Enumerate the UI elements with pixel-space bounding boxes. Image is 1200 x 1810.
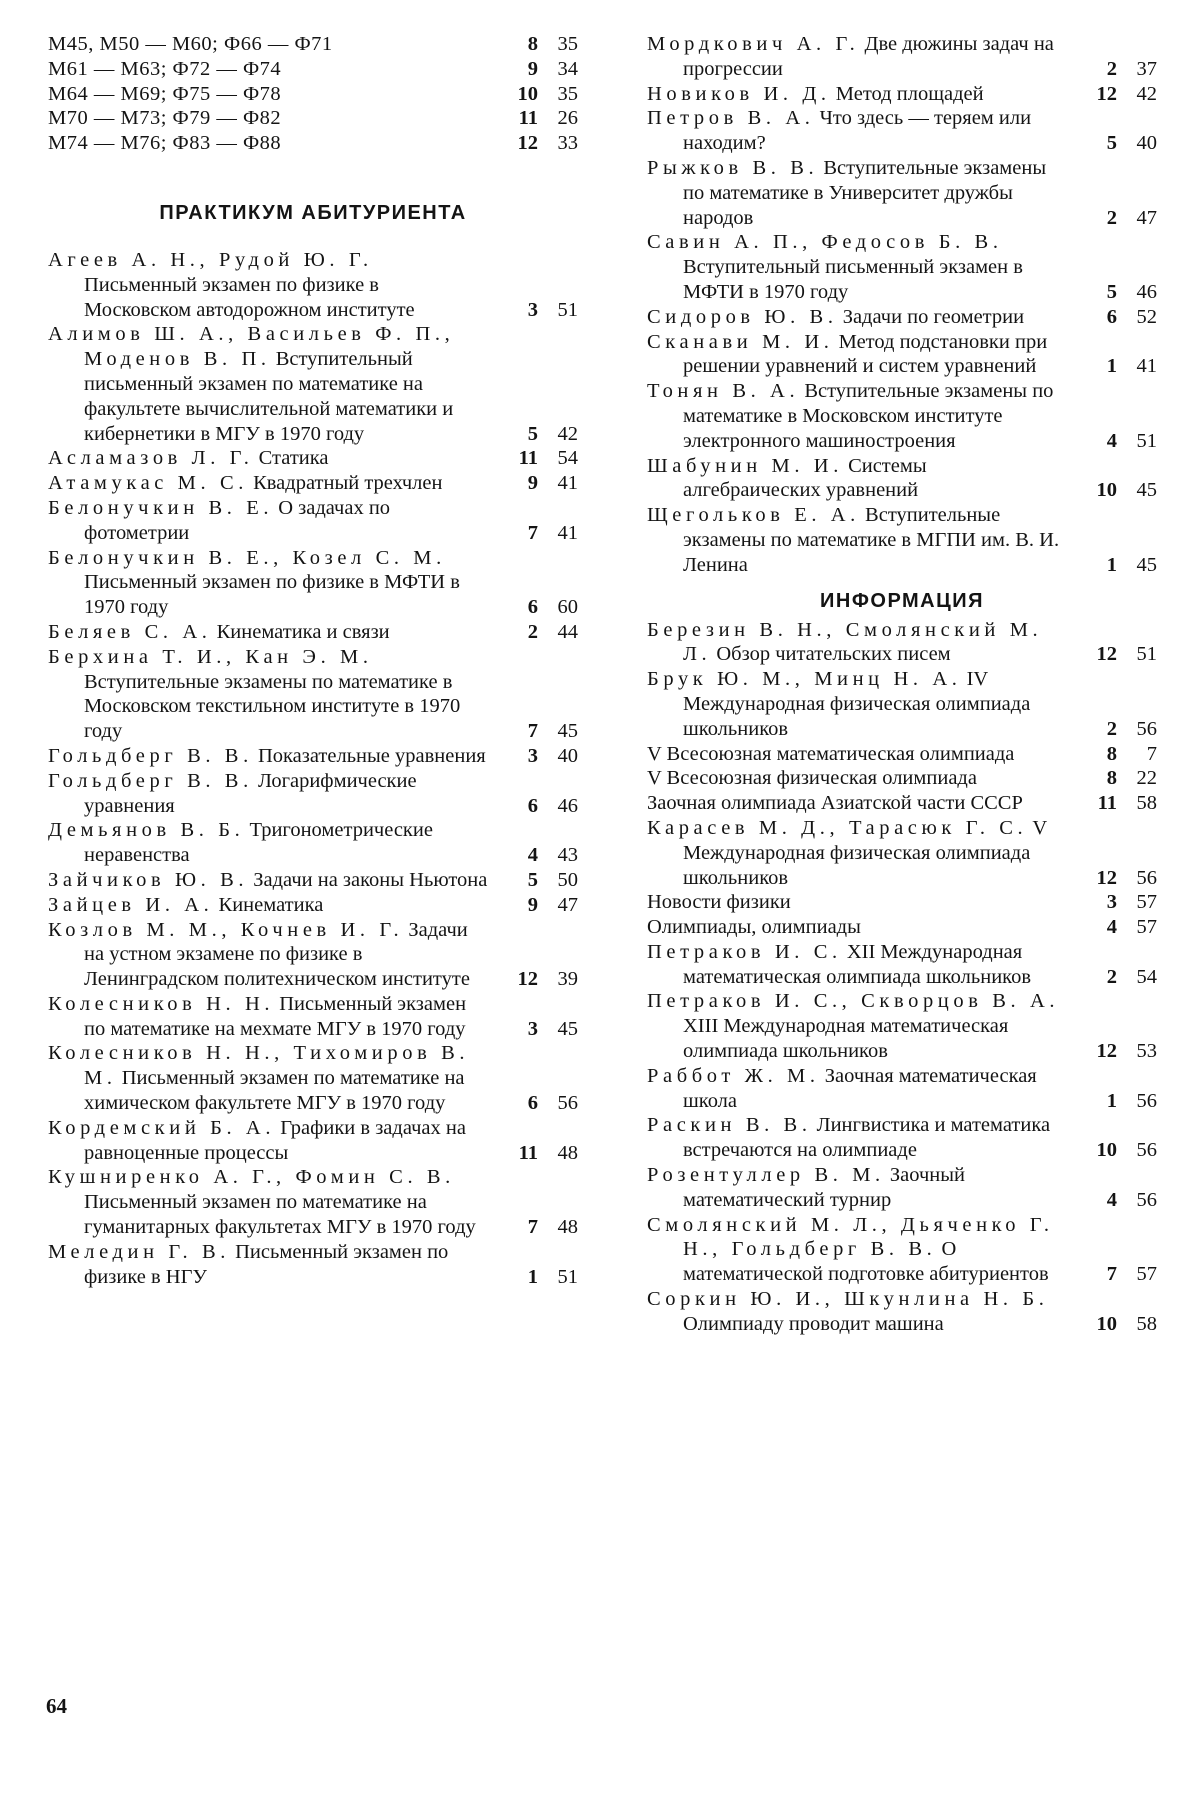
page-ref: 53 — [1136, 1040, 1157, 1063]
index-entry — [48, 446, 578, 471]
page-ref: 40 — [1136, 132, 1157, 155]
entry-author: Сидоров Ю. В. — [647, 305, 838, 328]
entry-author: Гольдберг В. В. — [48, 744, 253, 767]
entry-title: Письменный экзамен по математике на мехмате МГУ в 1970 году — [84, 992, 467, 1040]
page-ref: 45 — [557, 1017, 578, 1040]
entry-author: Березин В. Н., Смолянский М. Л. — [647, 618, 1043, 666]
issue-number: 7 — [527, 1216, 538, 1239]
entry-text — [48, 1116, 500, 1166]
page-ref: 58 — [1136, 792, 1157, 815]
index-entry — [647, 742, 1157, 767]
entry-title: Логарифмические уравнения — [84, 769, 417, 817]
issue-codes: М61 — М63; Ф72 — Ф74 — [48, 57, 282, 80]
issue-codes: М64 — М69; Ф75 — Ф78 — [48, 82, 282, 105]
entry-text — [48, 546, 500, 620]
index-entry — [647, 454, 1157, 504]
entry-author: Петров В. А. — [647, 107, 815, 130]
page-ref: 56 — [1136, 1188, 1157, 1211]
entry-title: Метод подстановки при решении уравнений и систем уравнений — [683, 330, 1048, 378]
entry-title: Что здесь — теряем или находим? — [683, 107, 1032, 155]
entry-title: Письменный экзамен по физике в НГУ — [84, 1240, 449, 1288]
entry-author: Петраков И. С., Скворцов В. А. — [647, 990, 1060, 1013]
issue-number: 12 — [1096, 643, 1117, 666]
issue-number: 6 — [527, 1092, 538, 1115]
index-entry — [48, 471, 578, 496]
entry-title: Вступительные экзамены по математике в Университет дружбы народов — [683, 156, 1047, 229]
page-ref: 56 — [1136, 1089, 1157, 1112]
entry-text — [48, 868, 500, 893]
issue-row — [48, 57, 578, 82]
issue-number: 11 — [1097, 792, 1117, 815]
entry-text — [48, 620, 500, 645]
entry-title: Олимпиады, олимпиады — [647, 916, 861, 939]
issue-number: 1 — [1106, 355, 1117, 378]
entry-author: Брук Ю. М., Минц Н. А. — [647, 668, 962, 691]
entry-text — [647, 32, 1079, 82]
page-ref: 57 — [1136, 891, 1157, 914]
issue-number: 10 — [517, 82, 538, 105]
index-entry — [48, 992, 578, 1042]
entry-author: Белонучкин В. Е. — [48, 496, 274, 519]
page-ref: 46 — [557, 794, 578, 817]
entry-text — [647, 305, 1079, 330]
page-ref: 56 — [1136, 717, 1157, 740]
issue-list — [48, 32, 578, 156]
index-entry — [647, 82, 1157, 107]
entry-author: Атамукас М. С. — [48, 472, 248, 495]
issue-number: 1 — [1106, 1089, 1117, 1112]
entry-text — [647, 379, 1079, 453]
entry-author: Берхина Т. И., Кан Э. М. — [48, 645, 373, 668]
page-ref: 48 — [557, 1216, 578, 1239]
index-entry — [48, 496, 578, 546]
entry-title: Новости физики — [647, 891, 791, 914]
index-entry — [647, 1213, 1157, 1287]
index-entry — [48, 1165, 578, 1239]
entry-title: Квадратный трехчлен — [253, 472, 443, 495]
index-entry — [647, 890, 1157, 915]
right-column — [647, 32, 1157, 1337]
entry-title: V Всесоюзная физическая олимпиада — [647, 767, 977, 790]
issue-number: 12 — [1096, 866, 1117, 889]
page-ref: 60 — [557, 596, 578, 619]
issue-number: 4 — [527, 844, 538, 867]
index-entry — [48, 893, 578, 918]
page-ref: 45 — [557, 720, 578, 743]
page-ref: 34 — [557, 57, 578, 80]
issue-number: 3 — [1106, 891, 1117, 914]
index-entry — [647, 791, 1157, 816]
index-entry — [647, 330, 1157, 380]
section-title-practicum: ПРАКТИКУМ АБИТУРИЕНТА — [159, 201, 467, 224]
entry-text — [48, 918, 500, 992]
entry-author: Соркин Ю. И., Шкунлина Н. Б. — [647, 1288, 1049, 1311]
left-column — [48, 32, 578, 1289]
issue-number: 2 — [527, 620, 538, 643]
entry-title: Метод площадей — [835, 82, 984, 105]
entry-text — [48, 1165, 500, 1239]
issue-number: 9 — [527, 57, 538, 80]
page-ref: 48 — [557, 1141, 578, 1164]
page-ref: 33 — [557, 132, 578, 155]
issue-number: 3 — [527, 298, 538, 321]
index-entry — [48, 546, 578, 620]
entry-author: Савин А. П., Федосов Б. В. — [647, 231, 1003, 254]
entry-title: Письменный экзамен по математике на химическом факультете МГУ в 1970 году — [84, 1067, 465, 1115]
issue-codes: М70 — М73; Ф79 — Ф82 — [48, 107, 282, 130]
entry-text — [48, 744, 500, 769]
entry-title: Показательные уравнения — [257, 744, 486, 767]
issue-number: 8 — [1106, 767, 1117, 790]
entry-text — [647, 1113, 1079, 1163]
entry-text — [647, 106, 1079, 156]
issue-number: 8 — [527, 33, 538, 55]
page-ref: 58 — [1136, 1312, 1157, 1335]
index-entry — [48, 248, 578, 322]
page-ref: 45 — [1136, 479, 1157, 502]
entry-title: Статика — [258, 447, 329, 470]
entry-text — [48, 769, 500, 819]
entry-text — [48, 1240, 500, 1290]
page-ref: 40 — [557, 744, 578, 767]
entry-title: V Международная физическая олимпиада школьников — [683, 816, 1047, 889]
index-entry — [647, 1064, 1157, 1114]
page-ref: 35 — [557, 33, 578, 55]
entry-author: Зайцев И. А. — [48, 893, 214, 916]
entry-text — [647, 330, 1079, 380]
entry-author: Шабунин М. И. — [647, 454, 843, 477]
entry-author: Кордемский Б. А. — [48, 1116, 276, 1139]
page-ref: 57 — [1136, 916, 1157, 939]
entry-text — [48, 818, 500, 868]
issue-number: 1 — [1106, 553, 1117, 576]
issue-number: 2 — [1106, 965, 1117, 988]
page-ref: 37 — [1136, 57, 1157, 80]
index-entry — [647, 156, 1157, 230]
entry-author: Смолянский М. Л., Дьяченко Г. Н., Гольдберг В. В. — [647, 1213, 1054, 1261]
entry-title: XII Международная математическая олимпиада школьников — [683, 940, 1032, 988]
issue-number: 4 — [1106, 429, 1117, 452]
entry-text — [48, 496, 500, 546]
index-entry — [48, 744, 578, 769]
entry-author: Рыжков В. В. — [647, 156, 819, 179]
issue-number: 11 — [518, 447, 538, 470]
index-entry — [48, 1041, 578, 1115]
entry-title: Системы алгебраических уравнений — [683, 454, 927, 502]
issue-number: 2 — [1106, 717, 1117, 740]
entry-author: Агеев А. Н., Рудой Ю. Г. — [48, 248, 373, 271]
entry-title: IV Международная физическая олимпиада школьников — [683, 668, 1031, 740]
page-ref: 41 — [1136, 355, 1157, 378]
page-ref: 43 — [557, 844, 578, 867]
entry-author: Гольдберг В. В. — [48, 769, 253, 792]
index-entry — [647, 667, 1157, 741]
entry-title: Олимпиаду проводит машина — [683, 1312, 944, 1335]
page-ref: 50 — [557, 868, 578, 891]
entry-text — [647, 816, 1079, 890]
page-ref: 57 — [1136, 1263, 1157, 1286]
issue-number: 3 — [527, 1017, 538, 1040]
entry-title: Вступительный письменный экзамен по математике на факультете вычислительной математики и кибернетики в МГУ в 1970 году — [84, 348, 454, 445]
entry-title: Кинематика — [218, 893, 324, 916]
index-entry — [48, 868, 578, 893]
page-ref: 44 — [557, 620, 578, 643]
page-ref: 54 — [557, 447, 578, 470]
index-entry — [647, 32, 1157, 82]
entry-title: Письменный экзамен по физике в Московском автодорожном институте — [84, 273, 415, 321]
entry-author: Алимов Ш. А., Васильев Ф. П., Моденов В. П. — [48, 323, 455, 371]
entry-text — [48, 893, 500, 918]
entry-text — [48, 322, 500, 446]
entry-text — [647, 890, 1079, 915]
page-ref: 52 — [1136, 305, 1157, 328]
entry-title: Кинематика и связи — [216, 620, 390, 643]
entry-text — [48, 248, 500, 322]
page-ref: 45 — [1136, 553, 1157, 576]
issue-number: 8 — [1106, 742, 1117, 765]
entry-author: Зайчиков Ю. В. — [48, 868, 249, 891]
entry-title: Обзор читательских писем — [716, 643, 951, 666]
index-entry — [48, 769, 578, 819]
issue-number: 11 — [518, 107, 538, 130]
entry-text — [647, 915, 1079, 940]
index-entry — [48, 645, 578, 744]
entry-author: Раскин В. В. — [647, 1114, 812, 1137]
entry-title: Вступительные экзамены по математике в Московском текстильном институте в 1970 году — [84, 670, 461, 743]
index-entry — [647, 230, 1157, 304]
entry-text — [647, 156, 1079, 230]
page-ref: 56 — [1136, 866, 1157, 889]
issue-number: 2 — [1106, 206, 1117, 229]
entry-text — [647, 230, 1079, 304]
issue-number: 5 — [527, 422, 538, 445]
issue-number: 1 — [527, 1265, 538, 1288]
issue-number: 7 — [527, 720, 538, 743]
issue-number: 6 — [527, 596, 538, 619]
entry-title: Задачи на законы Ньютона — [253, 868, 488, 891]
entry-author: Мордкович А. Г. — [647, 33, 860, 55]
entry-author: Меледин Г. В. — [48, 1240, 230, 1263]
entry-author: Петраков И. С. — [647, 940, 842, 963]
practicum-list-right — [647, 32, 1157, 578]
entry-author: Щегольков Е. А. — [647, 504, 860, 527]
entry-title: Заочная олимпиада Азиатской части СССР — [647, 792, 1023, 815]
entry-author: Розентуллер В. М. — [647, 1164, 885, 1187]
practicum-list-left — [48, 248, 578, 1289]
page-ref: 51 — [557, 1265, 578, 1288]
entry-text — [48, 992, 500, 1042]
entry-author: Сканави М. И. — [647, 330, 834, 353]
issue-row — [48, 32, 578, 57]
index-entry — [647, 1113, 1157, 1163]
page-ref: 35 — [557, 82, 578, 105]
entry-title: О математической подготовке абитуриентов — [683, 1238, 1049, 1286]
index-entry — [48, 322, 578, 446]
page-ref: 47 — [1136, 206, 1157, 229]
entry-text — [647, 1064, 1079, 1114]
entry-author: Демьянов В. Б. — [48, 819, 245, 842]
issue-number: 9 — [527, 893, 538, 916]
issue-codes: М74 — М76; Ф83 — Ф88 — [48, 132, 282, 155]
issue-row — [48, 106, 578, 131]
page-ref: 22 — [1136, 767, 1157, 790]
issue-number: 5 — [1106, 280, 1117, 303]
page-ref: 26 — [557, 107, 578, 130]
issue-number: 10 — [1096, 1312, 1117, 1335]
entry-author: Тонян В. А. — [647, 380, 800, 403]
page-ref: 51 — [557, 298, 578, 321]
entry-author: Беляев С. А. — [48, 620, 212, 643]
entry-author: Колесников Н. Н., Тихомиров В. М. — [48, 1042, 470, 1090]
issue-row — [48, 131, 578, 156]
index-entry — [647, 1287, 1157, 1337]
entry-text — [647, 1163, 1079, 1213]
index-entry — [647, 1163, 1157, 1213]
issue-number: 6 — [1106, 305, 1117, 328]
entry-title: О задачах по фотометрии — [84, 496, 391, 544]
page-ref: 39 — [557, 968, 578, 991]
issue-number: 7 — [1106, 1263, 1117, 1286]
entry-text — [48, 1041, 500, 1115]
index-entry — [647, 106, 1157, 156]
entry-text — [647, 766, 1079, 791]
entry-title: XIII Международная математическая олимпиада школьников — [683, 1015, 1009, 1063]
page-ref: 51 — [1136, 429, 1157, 452]
section-title-information: ИНФОРМАЦИЯ — [820, 589, 984, 612]
index-entry — [647, 618, 1157, 668]
entry-text — [48, 645, 500, 744]
entry-author: Карасев М. Д., Тарасюк Г. С. — [647, 816, 1028, 839]
index-entry — [647, 503, 1157, 577]
index-entry — [48, 620, 578, 645]
index-entry — [647, 915, 1157, 940]
index-entry — [647, 766, 1157, 791]
issue-number: 4 — [1106, 1188, 1117, 1211]
entry-title: Две дюжины задач на прогрессии — [683, 33, 1054, 80]
index-entry — [48, 918, 578, 992]
issue-number: 2 — [1106, 57, 1117, 80]
issue-number: 11 — [518, 1141, 538, 1164]
entry-text — [647, 618, 1079, 668]
page-ref: 47 — [557, 893, 578, 916]
issue-number: 12 — [517, 132, 538, 155]
index-entry — [647, 379, 1157, 453]
index-entry — [48, 1116, 578, 1166]
entry-title: Письменный экзамен по математике на гуманитарных факультетах МГУ в 1970 году — [84, 1191, 476, 1239]
entry-title: Заочный математический турнир — [683, 1164, 966, 1211]
entry-author: Белонучкин В. Е., Козел С. М. — [48, 546, 446, 569]
page-ref: 41 — [557, 472, 578, 495]
entry-author: Колесников Н. Н. — [48, 992, 275, 1015]
entry-text — [647, 742, 1079, 767]
page-ref: 42 — [557, 422, 578, 445]
issue-number: 3 — [527, 744, 538, 767]
issue-number: 12 — [1096, 82, 1117, 105]
entry-text — [647, 1287, 1079, 1337]
entry-title: Письменный экзамен по физике в МФТИ в 1970 году — [84, 571, 460, 619]
entry-title: Задачи по геометрии — [842, 305, 1025, 328]
page-ref: 54 — [1136, 965, 1157, 988]
entry-text — [647, 454, 1079, 504]
index-entry — [647, 305, 1157, 330]
entry-title: Графики в задачах на равноценные процессы — [84, 1116, 466, 1164]
entry-title: V Всесоюзная математическая олимпиада — [647, 742, 1015, 765]
page-ref: 51 — [1136, 643, 1157, 666]
entry-title: Вступительные экзамены по математике в Московском институте электронного машиностроения — [683, 380, 1054, 452]
entry-author: Новиков И. Д. — [647, 82, 831, 105]
entry-text — [48, 471, 500, 496]
page-number: 64 — [46, 1694, 67, 1718]
entry-text — [647, 503, 1079, 577]
entry-author: Кушниренко А. Г., Фомин С. В. — [48, 1166, 455, 1189]
page-ref: 7 — [1146, 742, 1157, 765]
issue-number: 10 — [1096, 479, 1117, 502]
entry-title: Задачи на устном экзамене по физике в Ленинградском политехническом институте — [84, 918, 470, 991]
page-ref: 56 — [557, 1092, 578, 1115]
index-entry — [647, 989, 1157, 1063]
issue-number: 7 — [527, 521, 538, 544]
entry-text — [647, 1213, 1079, 1287]
entry-title: Вступительные экзамены по математике в МГПИ им. В. И. Ленина — [683, 504, 1060, 576]
issue-number: 6 — [527, 794, 538, 817]
entry-text — [647, 667, 1079, 741]
entry-text — [647, 989, 1079, 1063]
entry-author: Козлов М. М., Кочнев И. Г. — [48, 918, 404, 941]
entry-author: Раббот Ж. М. — [647, 1064, 820, 1087]
page-ref: 46 — [1136, 280, 1157, 303]
entry-author: Асламазов Л. Г. — [48, 447, 254, 470]
issue-number: 12 — [517, 968, 538, 991]
page-ref: 42 — [1136, 82, 1157, 105]
entry-text — [647, 82, 1079, 107]
entry-text — [647, 791, 1079, 816]
issue-number: 9 — [527, 472, 538, 495]
entry-text — [48, 446, 500, 471]
issue-number: 5 — [1106, 132, 1117, 155]
information-list — [647, 618, 1157, 1337]
issue-number: 10 — [1096, 1139, 1117, 1162]
issue-number: 5 — [527, 868, 538, 891]
issue-number: 4 — [1106, 916, 1117, 939]
entry-title: Лингвистика и математика встречаются на олимпиаде — [683, 1114, 1051, 1162]
index-entry — [48, 1240, 578, 1290]
page-ref: 41 — [557, 521, 578, 544]
index-entry — [48, 818, 578, 868]
entry-title: Вступительный письменный экзамен в МФТИ в 1970 году — [683, 256, 1023, 303]
issue-number: 12 — [1096, 1040, 1117, 1063]
issue-codes: М45, М50 — М60; Ф66 — Ф71 — [48, 33, 333, 55]
entry-title: Заочная математическая школа — [683, 1064, 1037, 1112]
page-ref: 56 — [1136, 1139, 1157, 1162]
issue-row — [48, 82, 578, 107]
entry-title: Тригонометрические неравенства — [84, 819, 433, 867]
index-entry — [647, 940, 1157, 990]
entry-text — [647, 940, 1079, 990]
index-entry — [647, 816, 1157, 890]
